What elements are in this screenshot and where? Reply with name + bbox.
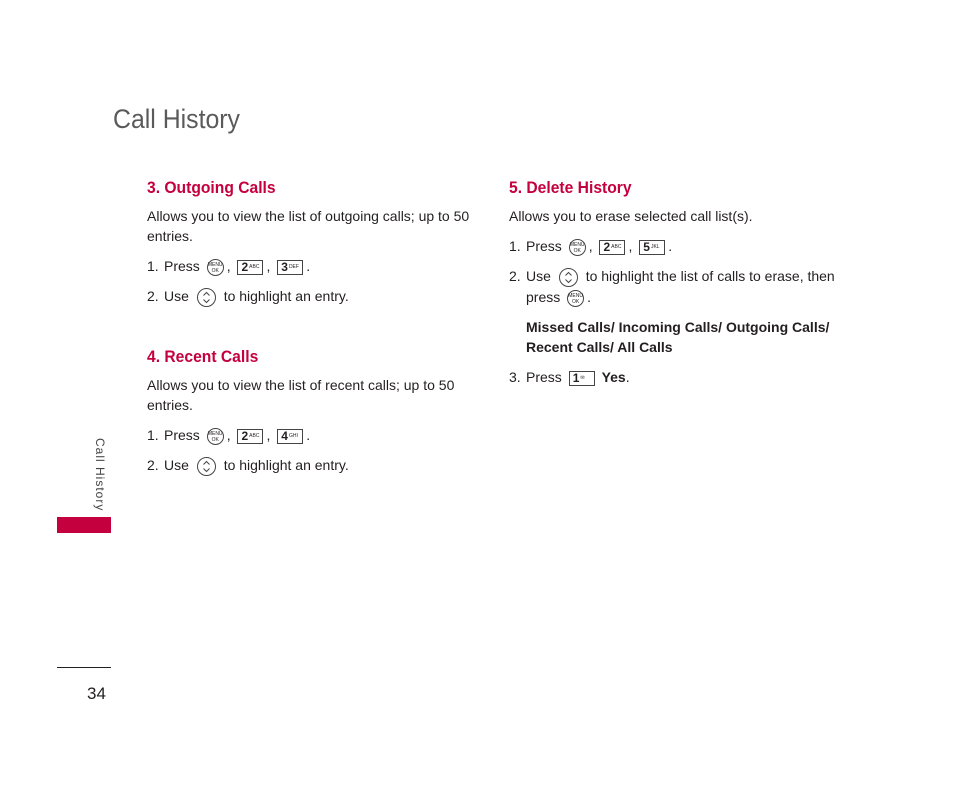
key-1-icon: 1✉ [569,371,595,386]
menu-ok-key-icon: MENU OK [207,259,224,276]
recent-step-2: 2. Use to highlight an entry. [147,455,487,476]
key-5-icon: $5^{JKL}$ [639,240,665,255]
delete-step-1: 1. Press MENU OK , $2^{ABC}$ , $5^{JKL}$ . [509,238,673,254]
left-column [147,178,487,486]
navigation-key-icon [559,268,578,287]
key-3-icon: $3^{DEF}$ [277,260,303,275]
key-2-icon: $2^{ABC}$ [237,260,263,275]
delete-history-heading: 5. Delete History [509,178,632,197]
outgoing-step-1: 1. Press MENU OK , $2^{ABC}$ , $3^{DEF}$ . [147,258,311,274]
navigation-key-icon [197,457,216,476]
outgoing-calls-heading: 3. Outgoing Calls [147,178,276,197]
page-number-rule [57,667,111,668]
delete-options-list: Missed Calls/ Incoming Calls/ Outgoing Calls/ Recent Calls/ All Calls [526,318,830,355]
key-2-icon: $2^{ABC}$ [237,429,263,444]
delete-history-description: Allows you to erase selected call list(s). [509,208,753,224]
recent-step-1: 1. Press MENU OK , $2^{ABC}$ , $4^{GHI}$ . [147,426,311,443]
key-2-icon: $2^{ABC}$ [599,240,625,255]
side-section-label: Call History [93,438,107,512]
recent-calls-description: Allows you to view the list of recent calls; up to 50 entries. [147,376,455,413]
outgoing-step-2: 2. Use to highlight an entry. [147,286,487,307]
recent-calls-heading: 4. Recent Calls [147,346,259,366]
side-accent-bar [57,517,111,533]
page-number: 34 [87,684,106,703]
right-column [509,178,849,397]
menu-ok-key-icon: MENU OK [569,239,586,256]
menu-ok-key-icon: MENU OK [207,428,224,445]
outgoing-calls-description: Allows you to view the list of outgoing calls; up to 50 entries. [147,208,470,244]
delete-step-2: 2. Use to highlight the list of calls to erase, then press MENU OK . [509,268,835,305]
menu-ok-key-icon: MENU OK [567,290,584,307]
navigation-key-icon [197,288,216,307]
yes-label: Yes [601,368,626,385]
page-title: Call History [113,104,240,134]
delete-step-3: 3. Press 1✉ Yes. [509,368,630,385]
key-4-icon: $4^{GHI}$ [277,429,303,444]
